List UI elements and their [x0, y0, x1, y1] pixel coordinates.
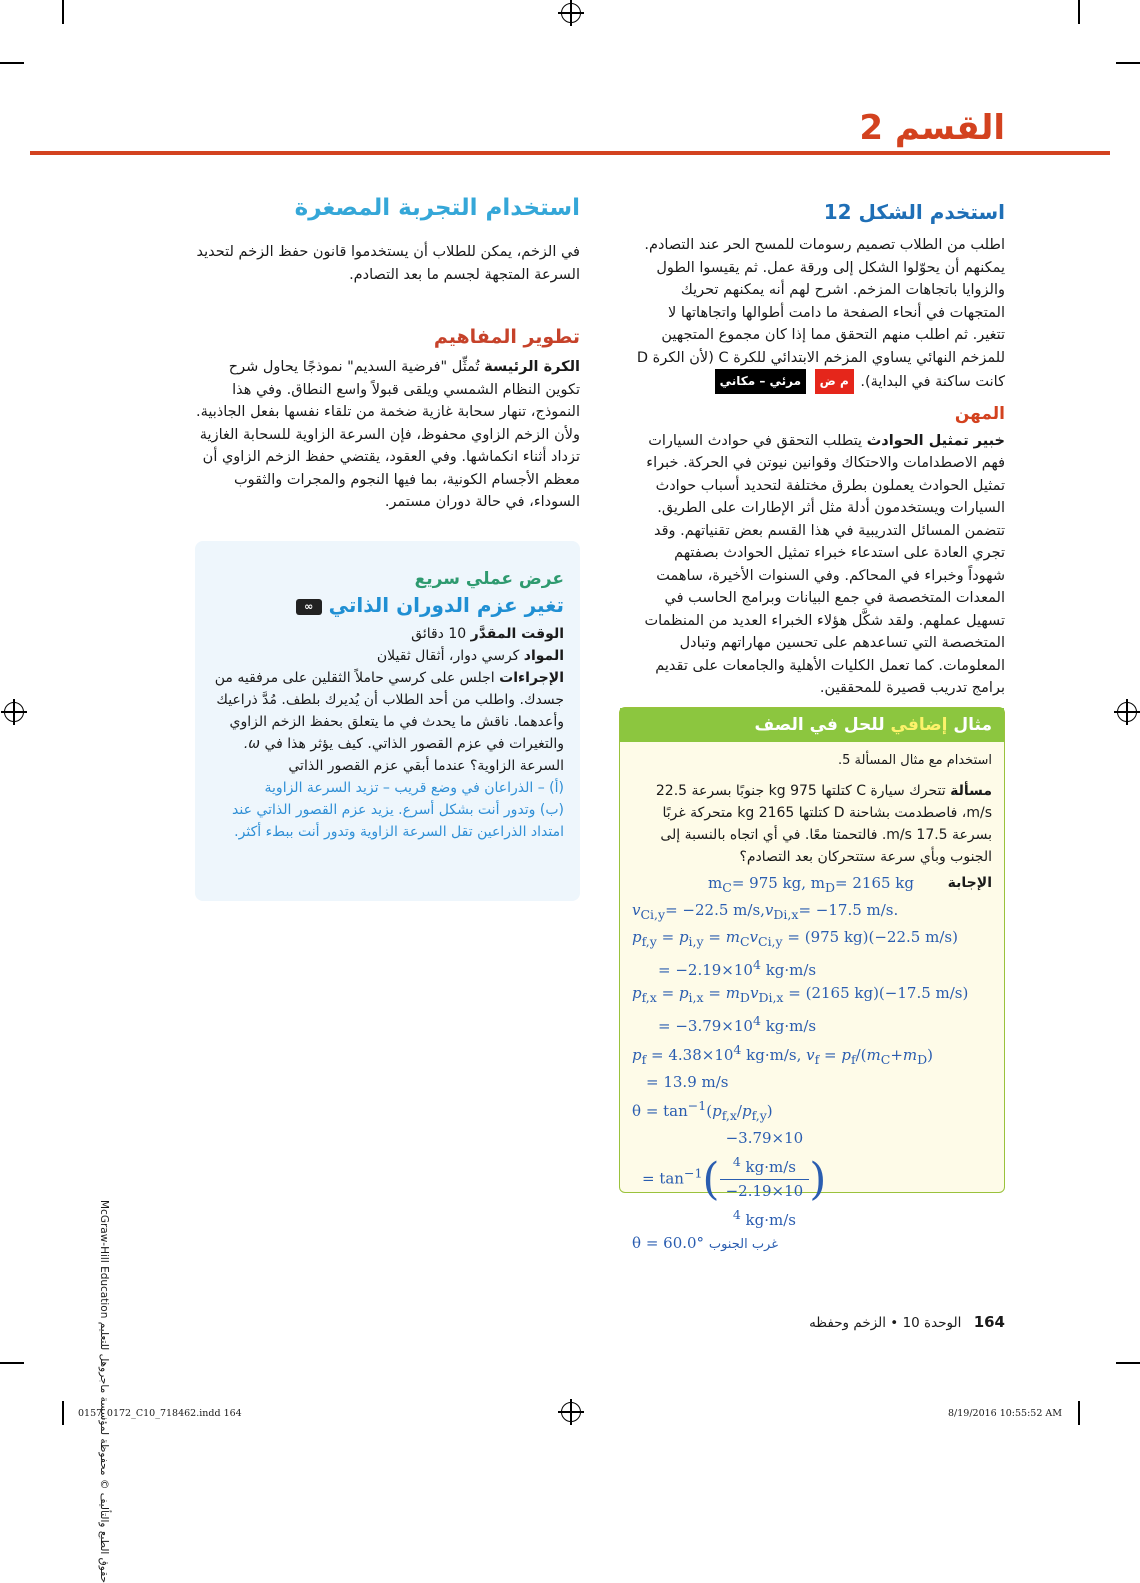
badge-black: مرئي – مكاني [715, 369, 806, 394]
using-heading: استخدام التجربة المصغرة [294, 195, 580, 221]
badge-red: م ض [815, 369, 854, 394]
activity-time: الوقت المقدَّر 10 دقائق [411, 626, 564, 642]
crop-mark [0, 62, 24, 64]
unit-label: الوحدة 10 • الزخم وحفظه [809, 1315, 962, 1331]
crop-mark [1116, 62, 1140, 64]
example-heading: مثال إضافي للحل في الصف [620, 708, 1004, 742]
right-column [633, 200, 1005, 700]
crop-mark [1078, 1401, 1080, 1425]
page-footer [809, 1313, 1005, 1331]
using-text: في الزخم، يمكن للطلاب أن يستخدموا قانون حفظ الزخم لتحديد السرعة المتجهة لجسم ما بعد التصادم. [196, 244, 580, 283]
example-intro: استخدام مع مثال المسألة 5. [837, 753, 992, 768]
career-text: خبير تمثيل الحوادث يتطلب التحقق في حوادث السيارات فهم الاصطدامات والاحتكاك وقوانين نيوتن في الحركة. خبراء تمثيل الحوادث يعملون بطرق مختلفة لتحديد أسباب حوادث السيارات ويستخدمون أدلة مثل أثر الإطارات على الطريق. تتضمن المسائل التدريبية في هذا القسم بعض تقنياتهم. وقد تجري العادة على استدعاء خبراء تمثيل الحوادث بصفتهم شهوداً وخبراء في المحاكم. وفي السنوات الأخيرة، ساهمت المعدات المتخصصة في جمع البيانات وبرامج الحاسب في تسهيل عملهم. ولقد شكَّل هؤلاء الخبراء العديد من المنظمات المتخصصة التي تساعدهم على تحسين مهاراتهم وتبادل المعلومات. كما تعمل الكليات الأهلية والجامعات على تقديم برامج تدريب قصيرة للمحققين. [644, 432, 1005, 696]
activity-kicker: عرض عملي سريع [414, 569, 564, 589]
registration-mark-icon [561, 1402, 581, 1422]
left-column [195, 195, 580, 514]
crop-mark [1116, 1362, 1140, 1364]
crop-mark [62, 0, 64, 24]
example-problem: مسألة تتحرك سيارة C كتلتها 975 kg جنوبًا بسرعة 22.5 m/s، فاصطدمت بشاحنة D كتلتها 2165 kg متحركة غربًا بسرعة 17.5 m/s. فالتحمتا معًا. في أي اتجاه بالنسبة إلى الجنوب وبأي سرعة ستتحركان بعد التصادم؟ [655, 783, 992, 865]
crop-mark [0, 1362, 24, 1364]
registration-mark-icon [4, 702, 24, 722]
activity-procedure: الإجراءات اجلس على كرسي حاملاً الثقلين على مرفقيه من جسدك. واطلب من أحد الطلاب أن يُديرك بلطف. مُدَّ ذراعيك وأعدهما. ناقش ما يحدث في ما يتعلق بحفظ الزخم الزاوي والتغيرات في عزم القصور الذاتي. كيف يؤثر هذا في ω. [214, 670, 564, 752]
career-heading: المهن [954, 403, 1005, 424]
registration-mark-icon [561, 3, 581, 23]
figure-use-heading: استخدم الشكل 12 [823, 200, 1005, 224]
activity-box [195, 541, 580, 901]
crop-mark [62, 1401, 64, 1425]
activity-answer-a: (أ) – الذراعان في وضع قريب – تزيد السرعة الزاوية [264, 780, 564, 796]
concept-text: الكرة الرئيسة تُمثِّل "فرضية السديم" نموذجًا يحاول شرح تكوين النظام الشمسي ويلقى قبولاً واسع النطاق. وفي هذا النموذج، تنهار سحابة غازية ضخمة من تلقاء نفسها بفعل الجاذبية. ولأن الزخم الزاوي محفوظ، فإن السرعة الزاوية للسحابة الغازية تزداد أثناء انكماشها. وفي العقود، يقتضي حفظ الزخم الزاوي أن معظم الأجسام الكونية، بما فيها النجوم والمجرات والثقوب السوداء، في حالة دوران مستمر. [195, 359, 580, 510]
part-title: القسم 2 [859, 108, 1005, 148]
activity-answer-b: (ب) وتدور أنت بشكل أسرع. يزيد عزم القصور الذاتي عند امتداد الذراعين تقل السرعة الزاوية وتدور أنت ببطء أكثر. [232, 802, 564, 840]
video-icon: ∞ [296, 599, 322, 615]
concept-heading: تطوير المفاهيم [433, 326, 580, 348]
example-box [619, 707, 1005, 1252]
slug-file: 0157_0172_C10_718462.indd 164 [78, 1408, 242, 1419]
activity-question: السرعة الزاوية؟ عندما أبقي عزم القصور الذاتي [288, 758, 564, 774]
example-answer [632, 872, 992, 1256]
answer-label: الإجابة [947, 875, 992, 891]
career-lead: خبير تمثيل الحوادث [866, 432, 1005, 449]
header-rule [30, 151, 1110, 155]
slug-date: 8/19/2016 10:55:52 AM [947, 1408, 1062, 1419]
activity-materials: المواد كرسي دوار، أثقال ثقيلان [376, 648, 564, 664]
crop-mark [1078, 0, 1080, 24]
registration-mark-icon [1117, 702, 1137, 722]
activity-title: تغير عزم الدوران الذاتي ∞ [211, 593, 564, 617]
copyright-side-text: حقوق الطبع والتأليف © محفوظة لمؤسسة ماجروهل للتعليم McGraw-Hill Education [98, 1200, 110, 1583]
page-number: 164 [973, 1313, 1005, 1331]
figure-use-text: اطلب من الطلاب تصميم رسومات للمسح الحر عند التصادم. يمكنهم أن يحوّلوا الشكل إلى ورقة عمل. ثم يقيسوا الطول والزوايا باتجاهات المزخم. اشرح لهم أنه يمكنهم تحريك المتجهات في أنحاء الصفحة ما دامت أطوالها واتجاهاتها لا تتغير. ثم اطلب منهم التحقق مما إذا كان مجموع المتجهين للمزخم النهائي يساوي المزخم الابتدائي للكرة C (لأن الكرة D كانت ساكنة في البداية). م ض مرئي – مكاني [633, 234, 1005, 394]
solution-math: $m_C= 975$ kg, $m_D= 2165$ kg $v_{Ci,y}= -22.5$ $m/s,v_{Di,x}= -17.5$ m/s. $p_{f,y} = p_{i,y} = m_Cv_{Ci,y} = (975$ kg)(−22.5 m/s) = $-2.19\times 10^4$ kg·m/s $p_{f,x} = p_{i,x} = m_Dv_{Di,x} = (2165$ kg)(−17.5 m/s) = $-3.79\times 10^4$ kg·m/s $p_f = 4.38\times 10^4$ kg·m/s, $v_f = p_f/(m_C+m_D)$ = 13.9 m/s $\theta = \tan^{-1}(p_{f,x}/p_{f,y})$ = $\tan^{-1}$( −3.79×10 $^4$ kg·m/s −2.19×10 $^4$ kg·m/s ) θ = 60.0° غرب الجنوب [632, 874, 969, 1252]
